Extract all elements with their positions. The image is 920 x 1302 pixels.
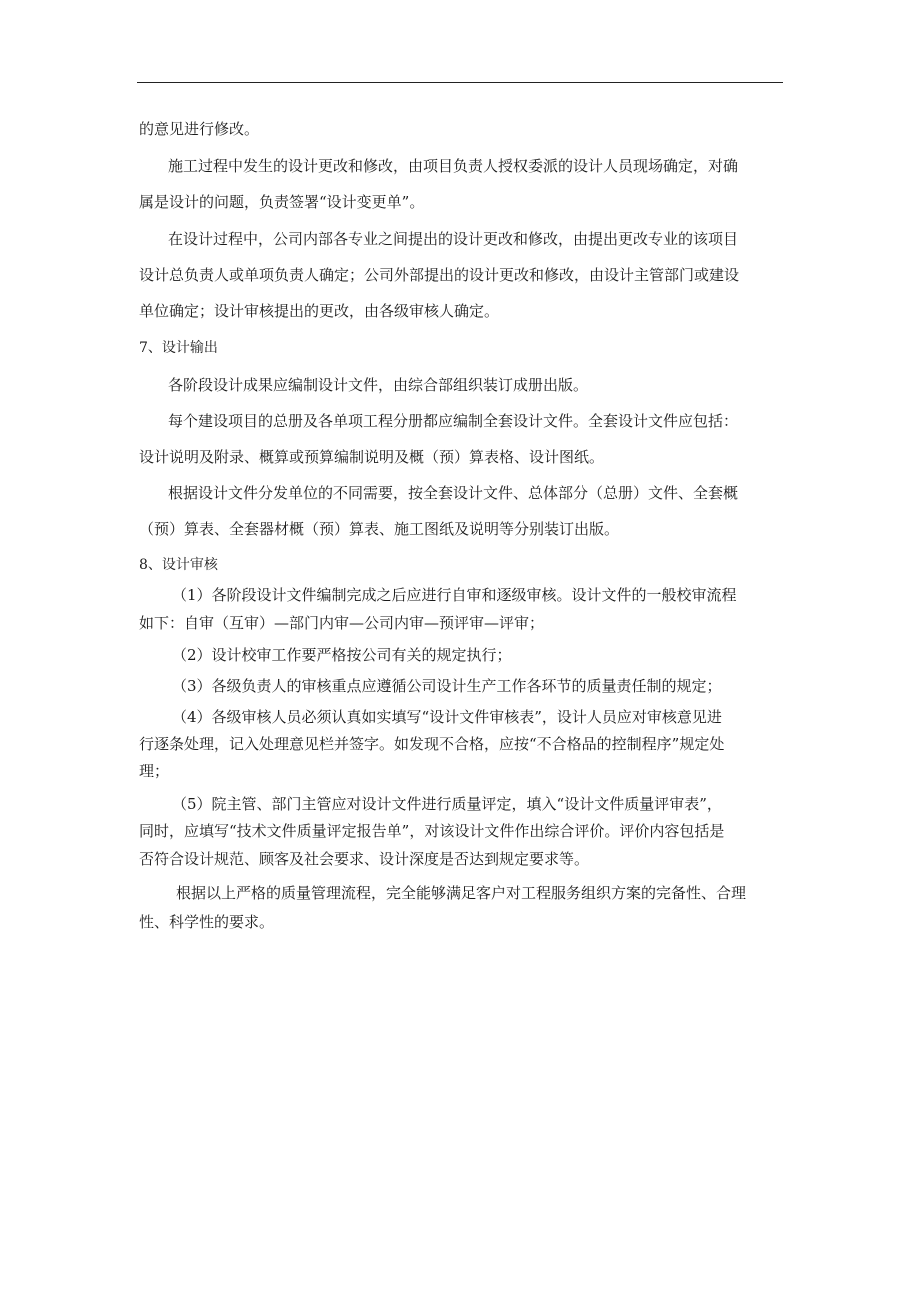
section-heading: 8、设计审核 xyxy=(139,557,218,573)
paragraph-line: 设计总负责人或单项负责人确定；公司外部提出的设计更改和修改，由设计主管部门或建设 xyxy=(139,266,740,284)
section-heading: 7、设计输出 xyxy=(139,340,218,356)
header-rule xyxy=(137,82,783,83)
paragraph-line: 施工过程中发生的设计更改和修改，由项目负责人授权委派的设计人员现场确定，对确 xyxy=(168,157,739,175)
list-item-line: 如下：自审（互审）—部门内审—公司内审—预评审—评审； xyxy=(139,614,545,632)
list-item-line: （2）设计校审工作要严格按公司有关的规定执行； xyxy=(172,646,512,664)
paragraph-line: 性、科学性的要求。 xyxy=(139,913,275,931)
paragraph-line: 每个建设项目的总册及各单项工程分册都应编制全套设计文件。全套设计文件应包括： xyxy=(168,412,739,430)
list-item-line: （3）各级负责人的审核重点应遵循公司设计生产工作各环节的质量责任制的规定； xyxy=(172,677,722,695)
list-item-line: 否符合设计规范、顾客及社会要求、设计深度是否达到规定要求等。 xyxy=(139,850,590,868)
paragraph-line: 设计说明及附录、概算或预算编制说明及概（预）算表格、设计图纸。 xyxy=(139,448,605,466)
paragraph-line: 属是设计的问题，负责签署“设计变更单”。 xyxy=(139,193,425,211)
paragraph-line: 单位确定；设计审核提出的更改，由各级审核人确定。 xyxy=(139,302,500,320)
paragraph-line: 各阶段设计成果应编制设计文件，由综合部组织装订成册出版。 xyxy=(168,376,589,394)
list-item-line: （1）各阶段设计文件编制完成之后应进行自审和逐级审核。设计文件的一般校审流程 xyxy=(172,586,737,604)
paragraph-line: 在设计过程中，公司内部各专业之间提出的设计更改和修改，由提出更改专业的该项目 xyxy=(168,230,739,248)
list-item-line: 行逐条处理，记入处理意见栏并签字。如发现不合格，应按“不合格品的控制程序”规定处 xyxy=(139,735,725,753)
list-item-line: 理； xyxy=(139,762,170,780)
paragraph-line: 根据设计文件分发单位的不同需要，按全套设计文件、总体部分（总册）文件、全套概 xyxy=(168,484,739,502)
paragraph-line: （预）算表、全套器材概（预）算表、施工图纸及说明等分别装订出版。 xyxy=(139,520,620,538)
paragraph-line: 的意见进行修改。 xyxy=(139,120,260,138)
list-item-line: （4）各级审核人员必须认真如实填写“设计文件审核表”，设计人员应对审核意见进 xyxy=(172,708,722,726)
paragraph-line: 根据以上严格的质量管理流程，完全能够满足客户对工程服务组织方案的完备性、合理 xyxy=(176,884,747,902)
list-item-line: （5）院主管、部门主管应对设计文件进行质量评定，填入“设计文件质量评审表”， xyxy=(172,795,722,813)
list-item-line: 同时，应填写“技术文件质量评定报告单”，对该设计文件作出综合评价。评价内容包括是 xyxy=(139,822,725,840)
